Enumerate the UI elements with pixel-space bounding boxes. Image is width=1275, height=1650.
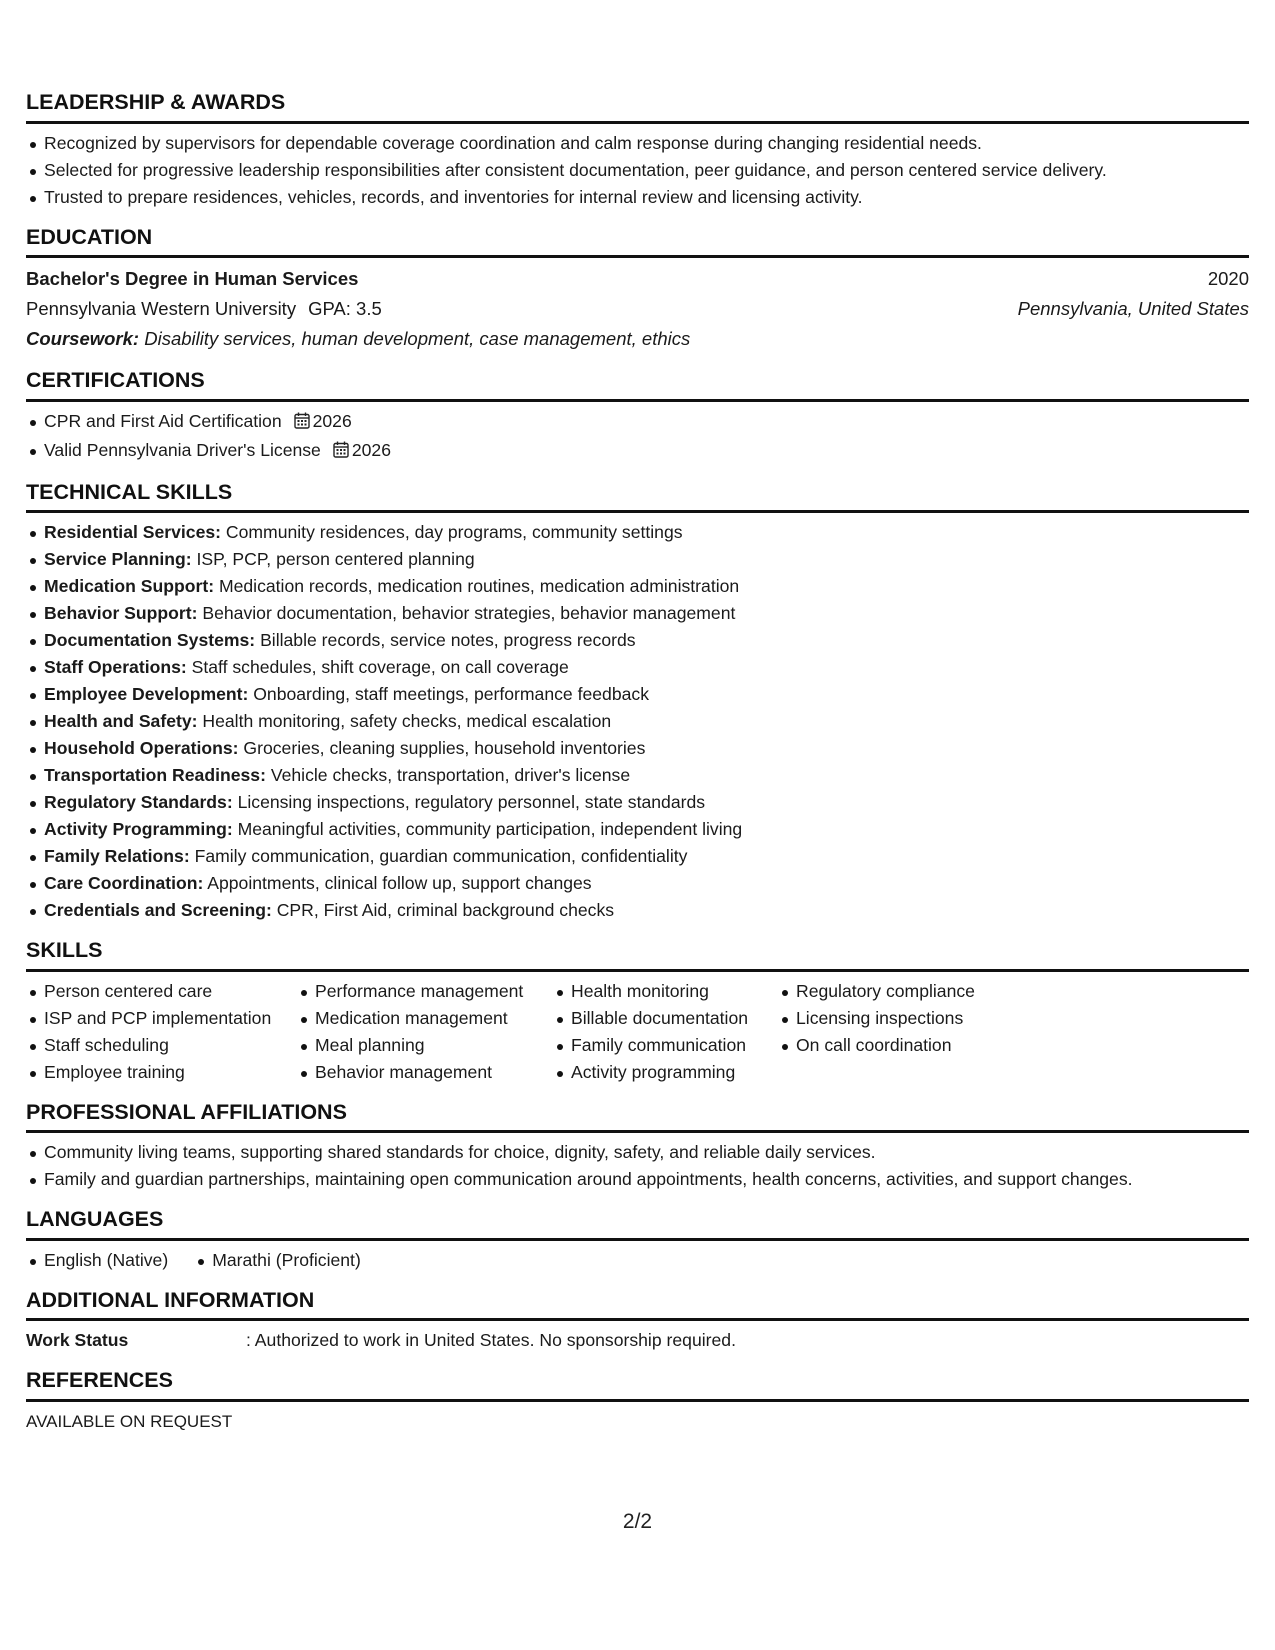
skill-item: Employee training (26, 1059, 297, 1086)
certification-name: CPR and First Aid Certification (44, 410, 282, 431)
list-item (26, 870, 1249, 897)
skill-category-label: Care Coordination: (44, 873, 204, 893)
list-item (26, 519, 1249, 546)
skill-category-text: Onboarding, staff meetings, performance feedback (253, 684, 649, 704)
skill-category-text: Community residences, day programs, community settings (225, 522, 683, 542)
list-item (26, 762, 1249, 789)
skills-column (553, 978, 778, 1086)
skill-item: Health monitoring (553, 978, 778, 1005)
skill-item: Performance management (297, 978, 553, 1005)
skill-category-label: Credentials and Screening: (44, 900, 272, 920)
list-item: Selected for progressive leadership responsibilities after consistent documentation, peer guidance, and person centered service delivery. (26, 157, 1249, 184)
references-text: AVAILABLE ON REQUEST (26, 1411, 233, 1431)
certification-year: 2026 (312, 410, 352, 431)
skill-category-label: Health and Safety: (44, 711, 198, 731)
languages-section (26, 1209, 1249, 1274)
technical-skills-section (26, 479, 1249, 925)
section-title: PROFESSIONAL AFFILIATIONS (26, 1102, 1249, 1134)
skill-item: Regulatory compliance (778, 978, 1008, 1005)
list-item (26, 654, 1249, 681)
certifications-list (26, 408, 1249, 466)
section-title: ADDITIONAL INFORMATION (26, 1290, 1249, 1322)
skill-category-text: Health monitoring, safety checks, medical escalation (202, 711, 612, 731)
skills-column (297, 978, 553, 1086)
skill-item: Behavior management (297, 1059, 553, 1086)
skill-item: Billable documentation (553, 1005, 778, 1032)
language-item: English (Native) (26, 1247, 168, 1274)
skills-column (778, 978, 1008, 1086)
skill-category-label: Activity Programming: (44, 819, 233, 839)
skill-category-text: Behavior documentation, behavior strategies, behavior management (202, 603, 736, 623)
references-section (26, 1370, 1249, 1435)
list-item (26, 897, 1249, 924)
gpa: GPA: 3.5 (308, 298, 382, 319)
skill-category-text: Groceries, cleaning supplies, household inventories (243, 738, 646, 758)
list-item (26, 789, 1249, 816)
resume-page (26, 92, 1249, 1451)
leadership-list (26, 130, 1249, 211)
skill-item: Staff scheduling (26, 1032, 297, 1059)
leadership-section (26, 92, 1249, 211)
list-item (26, 735, 1249, 762)
skill-category-text: Appointments, clinical follow up, support changes (207, 873, 592, 893)
technical-skills-list (26, 519, 1249, 924)
skill-category-label: Documentation Systems: (44, 630, 256, 650)
section-title: TECHNICAL SKILLS (26, 482, 1249, 514)
skill-category-text: CPR, First Aid, criminal background checks (276, 900, 615, 920)
additional-info-section (26, 1287, 1249, 1355)
skill-item: ISP and PCP implementation (26, 1005, 297, 1032)
coursework-label: Coursework: (26, 328, 140, 349)
skill-category-label: Behavior Support: (44, 603, 198, 623)
skill-item: Licensing inspections (778, 1005, 1008, 1032)
affiliations-list (26, 1139, 1249, 1193)
list-item: Trusted to prepare residences, vehicles, records, and inventories for internal review and licensing activity. (26, 184, 1249, 211)
skill-category-text: Family communication, guardian communication, confidentiality (194, 846, 688, 866)
skill-category-label: Family Relations: (44, 846, 190, 866)
work-status-value: : Authorized to work in United States. No sponsorship required. (246, 1330, 736, 1350)
skill-category-text: Meaningful activities, community participation, independent living (237, 819, 743, 839)
page-number: 2/2 (622, 1510, 653, 1533)
list-item (26, 816, 1249, 843)
list-item (26, 437, 1249, 466)
section-title: EDUCATION (26, 227, 1249, 259)
section-title: LEADERSHIP & AWARDS (26, 92, 1249, 124)
certifications-section (26, 370, 1249, 466)
list-item: Family and guardian partnerships, maintaining open communication around appointments, health concerns, activities, and support changes. (26, 1166, 1249, 1193)
section-title: CERTIFICATIONS (26, 370, 1249, 402)
skill-category-label: Employee Development: (44, 684, 249, 704)
list-item (26, 708, 1249, 735)
certification-year: 2026 (351, 439, 391, 460)
skill-category-label: Residential Services: (44, 522, 222, 542)
section-title: SKILLS (26, 940, 1249, 972)
skill-category-label: Regulatory Standards: (44, 792, 233, 812)
skills-section (26, 940, 1249, 1086)
list-item (26, 843, 1249, 870)
skill-category-label: Staff Operations: (44, 657, 187, 677)
list-item: Community living teams, supporting shared standards for choice, dignity, safety, and reliable daily services. (26, 1139, 1249, 1166)
skill-item: Medication management (297, 1005, 553, 1032)
skill-item: Activity programming (553, 1059, 778, 1086)
degree: Bachelor's Degree in Human Services (26, 268, 359, 289)
language-item: Marathi (Proficient) (194, 1247, 361, 1274)
section-title: LANGUAGES (26, 1209, 1249, 1241)
calendar-icon (294, 410, 310, 437)
skill-item: On call coordination (778, 1032, 1008, 1059)
skill-item: Family communication (553, 1032, 778, 1059)
skills-column (26, 978, 297, 1086)
graduation-year: 2020 (1207, 268, 1249, 289)
education-location: Pennsylvania, United States (1017, 298, 1249, 319)
skill-category-label: Medication Support: (44, 576, 215, 596)
list-item (26, 408, 1249, 437)
work-status-label: Work Status (26, 1330, 129, 1350)
affiliations-section (26, 1099, 1249, 1194)
list-item (26, 546, 1249, 573)
languages-list (26, 1247, 1249, 1274)
list-item (26, 681, 1249, 708)
skill-category-text: Licensing inspections, regulatory personnel, state standards (237, 792, 706, 812)
skill-category-text: ISP, PCP, person centered planning (196, 549, 475, 569)
skill-category-text: Billable records, service notes, progress records (260, 630, 636, 650)
list-item (26, 573, 1249, 600)
institution: Pennsylvania Western University (26, 298, 297, 319)
list-item (26, 627, 1249, 654)
list-item (26, 600, 1249, 627)
skill-category-label: Transportation Readiness: (44, 765, 266, 785)
skill-item: Meal planning (297, 1032, 553, 1059)
skills-grid (26, 978, 1249, 1086)
skill-category-text: Staff schedules, shift coverage, on call coverage (191, 657, 569, 677)
skill-category-text: Vehicle checks, transportation, driver's license (270, 765, 631, 785)
skill-category-text: Medication records, medication routines, medication administration (218, 576, 740, 596)
list-item: Recognized by supervisors for dependable coverage coordination and calm response during changing residential needs. (26, 130, 1249, 157)
education-section (26, 224, 1249, 355)
skill-category-label: Household Operations: (44, 738, 239, 758)
skill-item: Person centered care (26, 978, 297, 1005)
calendar-icon (333, 439, 349, 466)
coursework: Disability services, human development, case management, ethics (144, 328, 691, 349)
section-title: REFERENCES (26, 1370, 1249, 1402)
certification-name: Valid Pennsylvania Driver's License (44, 439, 321, 460)
skill-category-label: Service Planning: (44, 549, 192, 569)
